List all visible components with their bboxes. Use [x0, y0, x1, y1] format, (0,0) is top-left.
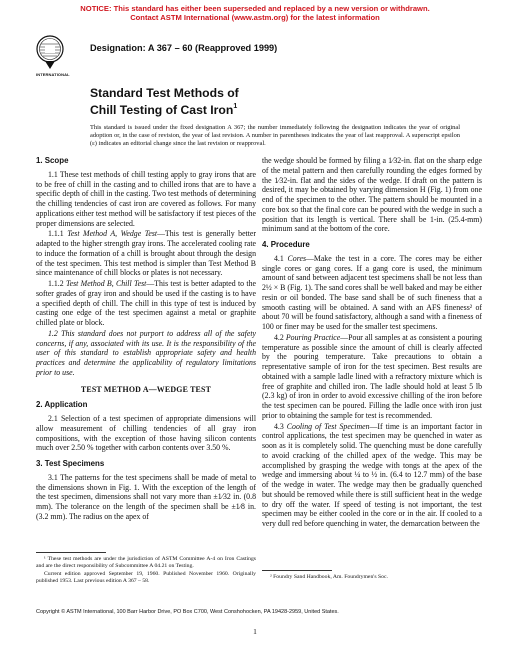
right-column	[262, 156, 482, 530]
method-a-heading: TEST METHOD A—WEDGE TEST	[80, 384, 212, 394]
paragraph-4-1	[262, 254, 482, 332]
footnote-2-text: ² Foundry Sand Handbook, Am. Foundrymen's Soc.	[270, 574, 388, 580]
paragraph-4-3-title: Cooling of Test Specimen	[286, 421, 370, 431]
paragraph-4-1-label: 4.1	[274, 253, 288, 263]
paragraph-1-1-2-title: Test Method B, Chill Test	[66, 279, 147, 288]
paragraph-4-2-label: 4.2	[274, 332, 286, 342]
copyright-line: Copyright © ASTM International, 100 Barr Harbor Drive, PO Box C700, West Conshohocken, PA 19428-2959, United States.	[36, 609, 339, 615]
paragraph-4-3	[262, 422, 482, 529]
notice-line-1: NOTICE: This standard has either been superseded and replaced by a new version or withdrawn.	[80, 4, 430, 13]
astm-logo-icon	[36, 34, 64, 74]
paragraph-1-1-1-label: 1.1.1	[48, 229, 68, 239]
page-number: 1	[253, 627, 257, 636]
issuance-note: This standard is issued under the fixed designation A 367; the number immediately following the designation indicates the year of original adoption or, in the case of revision, the year of last revision. A number in parentheses indicates the year of last reapproval. A superscript epsilon (ε) indicates an editorial change since the last revision or reapproval.	[90, 124, 460, 148]
paragraph-4-2	[262, 333, 482, 421]
notice-line-2: Contact ASTM International (www.astm.org) for the latest information	[130, 13, 380, 22]
paragraph-4-3-text: —If time is an important factor in control applications, the test specimen may be quenched in water as soon as it is completely solid. The quenching must be done carefully to avoid cracking of the chilled apex of the wedge. This may be accomplished by grasping the wedge with tongs at the apex of the wedge and immersing about ¼ to ½ in. (6.4 to 12.7 mm) of the base of the wedge in water. The wedge may then be gradually quenched but should be removed while there is still sufficient heat in the wedge to dry off the water. If speed of testing is not important, the test specimen may be either cooled in the core or in the air. If cooled to a very dull red before quenching in water, the demarcation between the	[262, 421, 483, 528]
paragraph-4-2-title: Pouring Practice	[285, 332, 341, 342]
paragraph-1-1-2-text: —This test is better adapted to the softer grades of gray iron and should be used if the casting is to have a specified depth of chill. The chill in this type of test is induced by casting one edge of the test specimen against a metal or graphite chilled plate or block.	[36, 279, 256, 327]
title-footnote-mark: 1	[233, 103, 238, 110]
title-line-2-text: Chill Testing of Cast Iron	[90, 103, 234, 117]
paragraph-3-1-continued: the wedge should be formed by filing a 1⁄32-in. flat on the sharp edge of the metal pattern and then carefully rounding the edges formed by the 1⁄32-in. flat and the sides of the wedge. If draft on the pattern is desired, it may be obtained by varying dimension H (Fig. 1) from one end of the specimen to the other. The pattern should be mounted in a core box so that the final core can be poured with the wedge in such a position that its length is vertical. There shall be 1-in. (25.4-mm) minimum sand at the bottom of the core.	[262, 156, 482, 234]
logo-caption: INTERNATIONAL	[36, 72, 70, 77]
withdrawal-notice	[0, 4, 510, 22]
paragraph-4-2-text: —Pour all samples at as consistent a pouring temperature as possible since the amount of chill is clearly affected by the pouring temperature. Take precautions to obtain a representative sample of iron for the test specimen. Best results are obtained with a sample ladle lined with a refractory mixture which is free of graphite and chilled iron. The ladle should hold at least 5 lb (2.3 kg) of iron in order to avoid excessive chilling of the iron before the test specimen can be poured. Filling the ladle once with iron just prior to obtaining the sample for test is recommended.	[262, 332, 482, 420]
title-line-1: Standard Test Methods of	[90, 86, 239, 100]
paragraph-1-1-2	[36, 279, 256, 328]
test-specimens-heading: 3. Test Specimens	[36, 459, 105, 468]
scope-heading: 1. Scope	[36, 156, 69, 165]
application-heading: 2. Application	[36, 400, 88, 410]
paragraph-1-1-1-title: Test Method A, Wedge Test	[67, 229, 158, 239]
footnote-1	[36, 556, 256, 586]
footnote-1-text: ¹ These test methods are under the jurisdiction of ASTM Committee A-4 on Iron Castings and are the direct responsibility of Subcommittee A 04.21 on Testing.	[36, 556, 256, 570]
title-line-2	[90, 100, 420, 117]
paragraph-3-1: 3.1 The patterns for the test specimens shall be made of metal to the dimensions shown in Fig. 1. With the exception of the length of the test specimen, dimensions shall not vary more than ±1⁄32 in. (0.8 mm). The tolerance on the length of the specimen shall be ±1⁄8 in. (3.2 mm). The radius on the apex of	[36, 472, 256, 521]
footnote-2	[270, 574, 482, 581]
paragraph-1-1-2-label: 1.1.2	[48, 279, 66, 288]
footnote-1-edition: Current edition approved September 19, 1960. Published November 1960. Originally published 1953. Last previous edition A 367 – 58.	[36, 570, 256, 585]
paragraph-2-1: 2.1 Selection of a test specimen of appropriate dimensions will allow measurement of chilling tendencies of all gray iron compositions, with the exception of those having silicon contents much over 2.50 % together with carbon contents over 3.50 %.	[36, 414, 256, 453]
paragraph-4-3-label: 4.3	[274, 421, 287, 431]
procedure-heading: 4. Procedure	[262, 240, 310, 249]
paragraph-4-1-text: —Make the test in a core. The cores may be either single cores or gang cores. If a gang core is used, the minimum amount of sand between adjacent test specimens shall be not less than 2½ × B (Fig. 1). The sand cores shall be well baked and may be either resin or oil bonded. The base sand shall be of such fineness that a smooth casting will be obtained. A sand with an AFS fineness² of about 70 will be found satisfactory, although a sand with a fineness of 100 or finer may be used for the smaller test specimens.	[262, 253, 482, 331]
left-column	[36, 156, 256, 523]
footnote-divider-left	[36, 552, 106, 553]
paragraph-4-1-title: Cores	[287, 253, 306, 263]
footnote-divider-right	[262, 570, 332, 571]
designation: Designation: A 367 – 60 (Reapproved 1999)	[90, 43, 278, 53]
paragraph-1-1: 1.1 These test methods of chill testing apply to gray irons that are to be free of chill in the casting and to chilled irons that are to have a specific depth of chill in the casting. Two test methods of determining the chilling tendencies of cast iron are covered as follows. For many applications either test method will be satisfactory if test pieces of the proper dimensions are selected.	[36, 169, 256, 228]
paragraph-1-1-1	[36, 229, 256, 278]
paragraph-1-2: 1.2 This standard does not purport to address all of the safety concerns, if any, associated with its use. It is the responsibility of the user of this standard to establish appropriate safety and health practices and determine the applicability of regulatory limitations prior to use.	[36, 328, 256, 377]
document-title	[90, 86, 420, 117]
paragraph-1-1-1-text: —This test is generally better adapted to the higher strength gray irons. The accelerated cooling rate to induce the formation of a chill is brought about through the design of the test specimen. This test method is simpler than Test Method B since maintenance of chill blocks or plates is not necessary.	[36, 229, 257, 278]
